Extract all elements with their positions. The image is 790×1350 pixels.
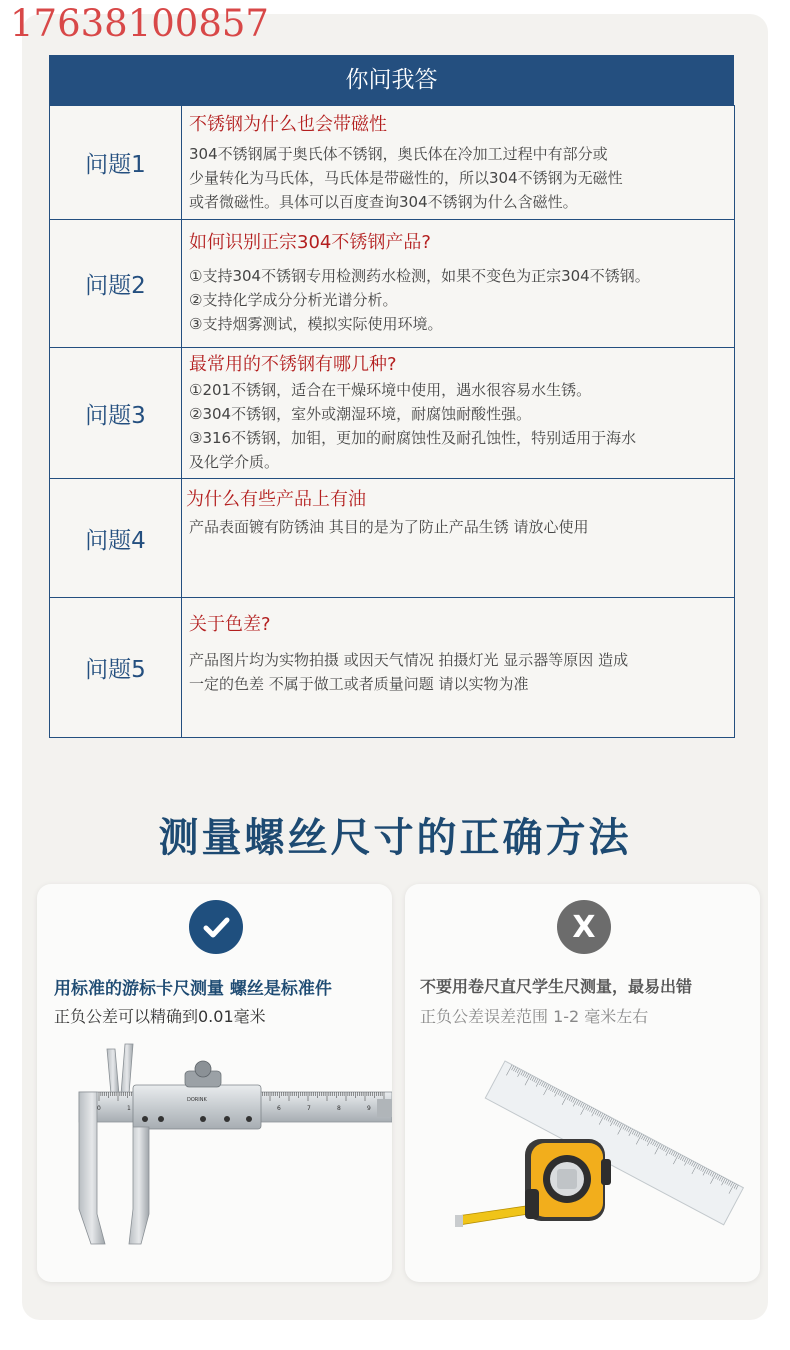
wrong-method-subtitle: 正负公差误差范围 1-2 毫米左右 (420, 1007, 649, 1026)
question-label: 问题3 (50, 348, 182, 479)
answer-line: ③支持烟雾测试，模拟实际使用环境。 (189, 315, 443, 333)
caliper-scale-label: 1 (127, 1105, 131, 1112)
answer-line: 产品表面镀有防锈油 其目的是为了防止产品生锈 请放心使用 (189, 518, 589, 536)
wrong-method-title: 不要用卷尺直尺学生尺测量，最易出错 (420, 977, 693, 996)
question-label: 问题1 (50, 106, 182, 220)
wrong-method-panel (405, 884, 760, 1282)
question-title: 不锈钢为什么也会带磁性 (189, 114, 387, 135)
faq-row (50, 220, 735, 348)
faq-row (50, 106, 735, 220)
answer-cell (182, 479, 735, 598)
caliper-scale-label: 6 (277, 1105, 281, 1112)
correct-method-title: 用标准的游标卡尺测量 螺丝是标准件 (54, 979, 332, 999)
question-title: 最常用的不锈钢有哪几种? (189, 354, 397, 375)
ruler-tape-illustration (405, 1039, 760, 1269)
question-label: 问题4 (50, 479, 182, 598)
answer-line: ①201不锈钢，适合在干燥环境中使用，遇水很容易水生锈。 (189, 381, 592, 399)
answer-line: 少量转化为马氏体，马氏体是带磁性的，所以304不锈钢为无磁性 (189, 169, 623, 187)
answer-cell (182, 598, 735, 738)
answer-line: ②支持化学成分分析光谱分析。 (189, 291, 398, 309)
answer-line: ②304不锈钢，室外或潮湿环境，耐腐蚀耐酸性强。 (189, 405, 532, 423)
faq-row (50, 348, 735, 479)
answer-cell (182, 348, 735, 479)
question-title: 关于色差? (189, 614, 271, 635)
faq-table (49, 105, 735, 738)
answer-line: ③316不锈钢，加钼，更加的耐腐蚀性及耐孔蚀性，特别适用于海水 (189, 429, 637, 447)
caliper-scale-label: 8 (337, 1105, 341, 1112)
answer-cell (182, 220, 735, 348)
question-title: 如何识别正宗304不锈钢产品? (189, 232, 431, 253)
answer-cell (182, 106, 735, 220)
question-title: 为什么有些产品上有油 (186, 489, 366, 510)
answer-line: 及化学介质。 (189, 453, 280, 471)
answer-line: ①支持304不锈钢专用检测药水检测，如果不变色为正宗304不锈钢。 (189, 267, 650, 285)
faq-title: 你问我答 (345, 67, 438, 93)
measure-heading: 测量螺丝尺寸的正确方法 (158, 815, 632, 861)
question-label: 问题2 (50, 220, 182, 348)
answer-line: 或者微磁性。具体可以百度查询304不锈钢为什么含磁性。 (189, 193, 578, 211)
caliper-scale-label: 0 (97, 1105, 101, 1112)
faq-header (49, 55, 734, 105)
answer-line: 一定的色差 不属于做工或者质量问题 请以实物为准 (189, 675, 529, 693)
answer-line: 产品图片均为实物拍摄 或因天气情况 拍摄灯光 显示器等原因 造成 (189, 651, 629, 669)
faq-row (50, 479, 735, 598)
phone-number: 17638100857 (10, 2, 269, 45)
question-label: 问题5 (50, 598, 182, 738)
correct-method-panel (37, 884, 392, 1282)
caliper-illustration (37, 1039, 392, 1269)
correct-method-subtitle: 正负公差可以精确到0.01毫米 (54, 1007, 266, 1026)
check-icon (200, 911, 232, 943)
caliper-brand: DORINK (187, 1097, 207, 1103)
faq-row (50, 598, 735, 738)
cross-badge (557, 900, 611, 954)
caliper-scale-label: 9 (367, 1105, 371, 1112)
check-badge (189, 900, 243, 954)
caliper-scale-label: 7 (307, 1105, 311, 1112)
answer-line: 304不锈钢属于奥氏体不锈钢，奥氏体在冷加工过程中有部分或 (189, 145, 608, 163)
cross-icon: X (572, 909, 596, 945)
